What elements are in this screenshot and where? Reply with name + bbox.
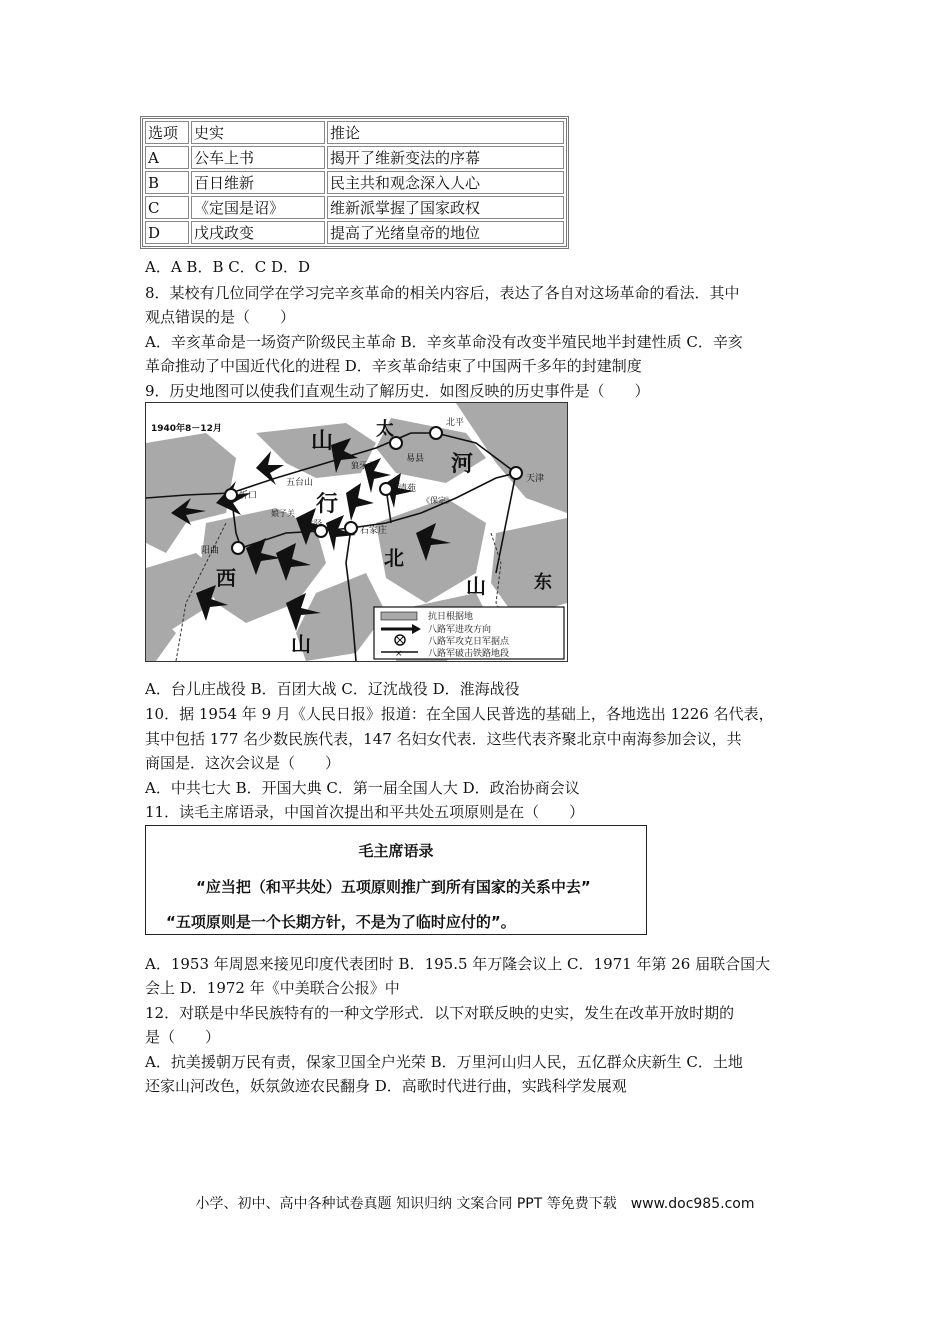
q8-stem-line1: 8．某校有几位同学在学习完辛亥革命的相关内容后，表达了各自对这场革命的看法．其中 [145,284,740,302]
q11-options-line1: A．1953 年周恩来接见印度代表团时 B．195.5 年万隆会议上 C．1971 年第 26 届联合国大 [145,955,771,973]
map-region-label: 山 [466,574,486,598]
stronghold-marker [380,483,392,495]
table-header-cell: 选项 [145,121,189,144]
city-label: 清苑 [398,484,417,494]
city-label: 阳曲 [201,546,220,556]
city-label: 忻口 [239,491,258,501]
quote-box [145,825,647,935]
map-region-label: 山 [291,632,311,656]
q9-stem: 9．历史地图可以使我们直观生动了解历史．如图反映的历史事件是（ ） [145,382,650,400]
history-map [145,402,568,662]
q12-options-line1: A．抗美援朝万民有责，保家卫国全户光荣 B．万里河山归人民，五亿群众庆新生 C．土地 [145,1053,743,1071]
quote-title: 毛主席语录 [358,842,434,860]
city-label: 北平 [446,418,465,428]
table-cell: A [145,146,189,169]
table-cell: D [145,221,189,244]
table-row [145,221,564,244]
table-cell: 《定国是诏》 [191,196,325,219]
quote-line-1: “应当把（和平共处）五项原则推广到所有国家的关系中去” [196,878,591,896]
q12-stem-line2: 是（ ） [145,1028,221,1046]
table-row [145,146,564,169]
city-label: 狼牙山 [351,461,375,470]
table-cell: C [145,196,189,219]
q11-options-line2: 会上 D．1972 年《中美联合公报》中 [145,979,400,997]
q8-stem-line2: 观点错误的是（ ） [145,308,296,326]
city-label: 石家庄 [360,526,388,536]
q7-options: A．A B．B C．C D．D [145,258,311,276]
q10-stem-line1: 10．据 1954 年 9 月《人民日报》报道：在全国人民普选的基础上，各地选出 1226 名代表， [145,705,774,723]
q12-options-line2: 还家山河改色，妖氛敛迹农民翻身 D．高歌时代进行曲，实践科学发展观 [145,1077,627,1095]
city-label: 井陉 [306,519,322,528]
map-region-label: 山 [311,429,334,454]
q10-stem-line3: 商国是．这次会议是（ ） [145,754,341,772]
q10-options: A．中共七大 B．开国大典 C．第一届全国人大 D．政治协商会议 [145,779,580,797]
map-region-label: 行 [316,492,339,517]
map-region-label: 河 [451,452,474,477]
table-cell: 民主共和观念深入人心 [327,171,564,194]
table-cell: 提高了光绪皇帝的地位 [327,221,564,244]
city-label: 天津 [526,474,545,484]
city-label: 娘子关 [271,509,295,518]
table-header-row [145,121,564,144]
city-label: 《保定》 [422,496,454,505]
svg-text:×: × [395,649,403,659]
map-region-label: 太 [376,419,394,440]
city-label: 五台山 [286,478,314,488]
table-cell: 百日维新 [191,171,325,194]
base-area [491,518,567,618]
stronghold-marker [430,427,442,439]
stronghold-marker [510,467,522,479]
page-footer: 小学、初中、高中各种试卷真题 知识归纳 文案合同 PPT 等免费下载 www.doc985.com [195,1196,755,1212]
q10-stem-line2: 其中包括 177 名少数民族代表，147 名妇女代表．这些代表齐聚北京中南海参加会议，共 [145,730,742,748]
q9-options: A．台儿庄战役 B．百团大战 C．辽沈战役 D．淮海战役 [145,680,520,698]
quote-line-2: “五项原则是一个长期方针，不是为了临时应付的”。 [166,913,516,931]
map-legend [374,607,564,659]
q8-options-line1: A．辛亥革命是一场资产阶级民主革命 B．辛亥革命没有改变半殖民地半封建性质 C．辛亥 [145,333,743,351]
table-cell: 揭开了维新变法的序幕 [327,146,564,169]
map-region-label: 西 [216,566,236,590]
q8-options-line2: 革命推动了中国近代化的进程 D．辛亥革命结束了中国两千多年的封建制度 [145,357,642,375]
legend-label: 八路军进攻方向 [428,625,492,635]
map-region-label: 北 [384,546,404,570]
attack-arrow [346,483,374,521]
table-row [145,196,564,219]
stronghold-marker [232,542,244,554]
table-cell: 公车上书 [191,146,325,169]
question-7-table [140,116,569,249]
table-header-cell: 推论 [327,121,564,144]
legend-label: 抗日根据地 [428,612,474,622]
table-header-cell: 史实 [191,121,325,144]
city-label: 易县 [406,454,425,464]
q12-stem-line1: 12．对联是中华民族特有的一种文学形式．以下对联反映的史实，发生在改革开放时期的 [145,1004,735,1022]
table-row [145,171,564,194]
table-cell: B [145,171,189,194]
stronghold-marker [345,522,357,534]
map-date: 1940年8－12月 [151,424,222,434]
stronghold-marker [225,489,237,501]
map-region-label: 东 [534,572,552,593]
legend-label: 八路军攻克日军据点 [428,637,510,647]
table-cell: 维新派掌握了国家政权 [327,196,564,219]
table-cell: 戊戌政变 [191,221,325,244]
legend-label: 八路军破击铁路地段 [428,649,510,659]
q11-stem: 11．读毛主席语录，中国首次提出和平共处五项原则是在（ ） [145,803,585,821]
